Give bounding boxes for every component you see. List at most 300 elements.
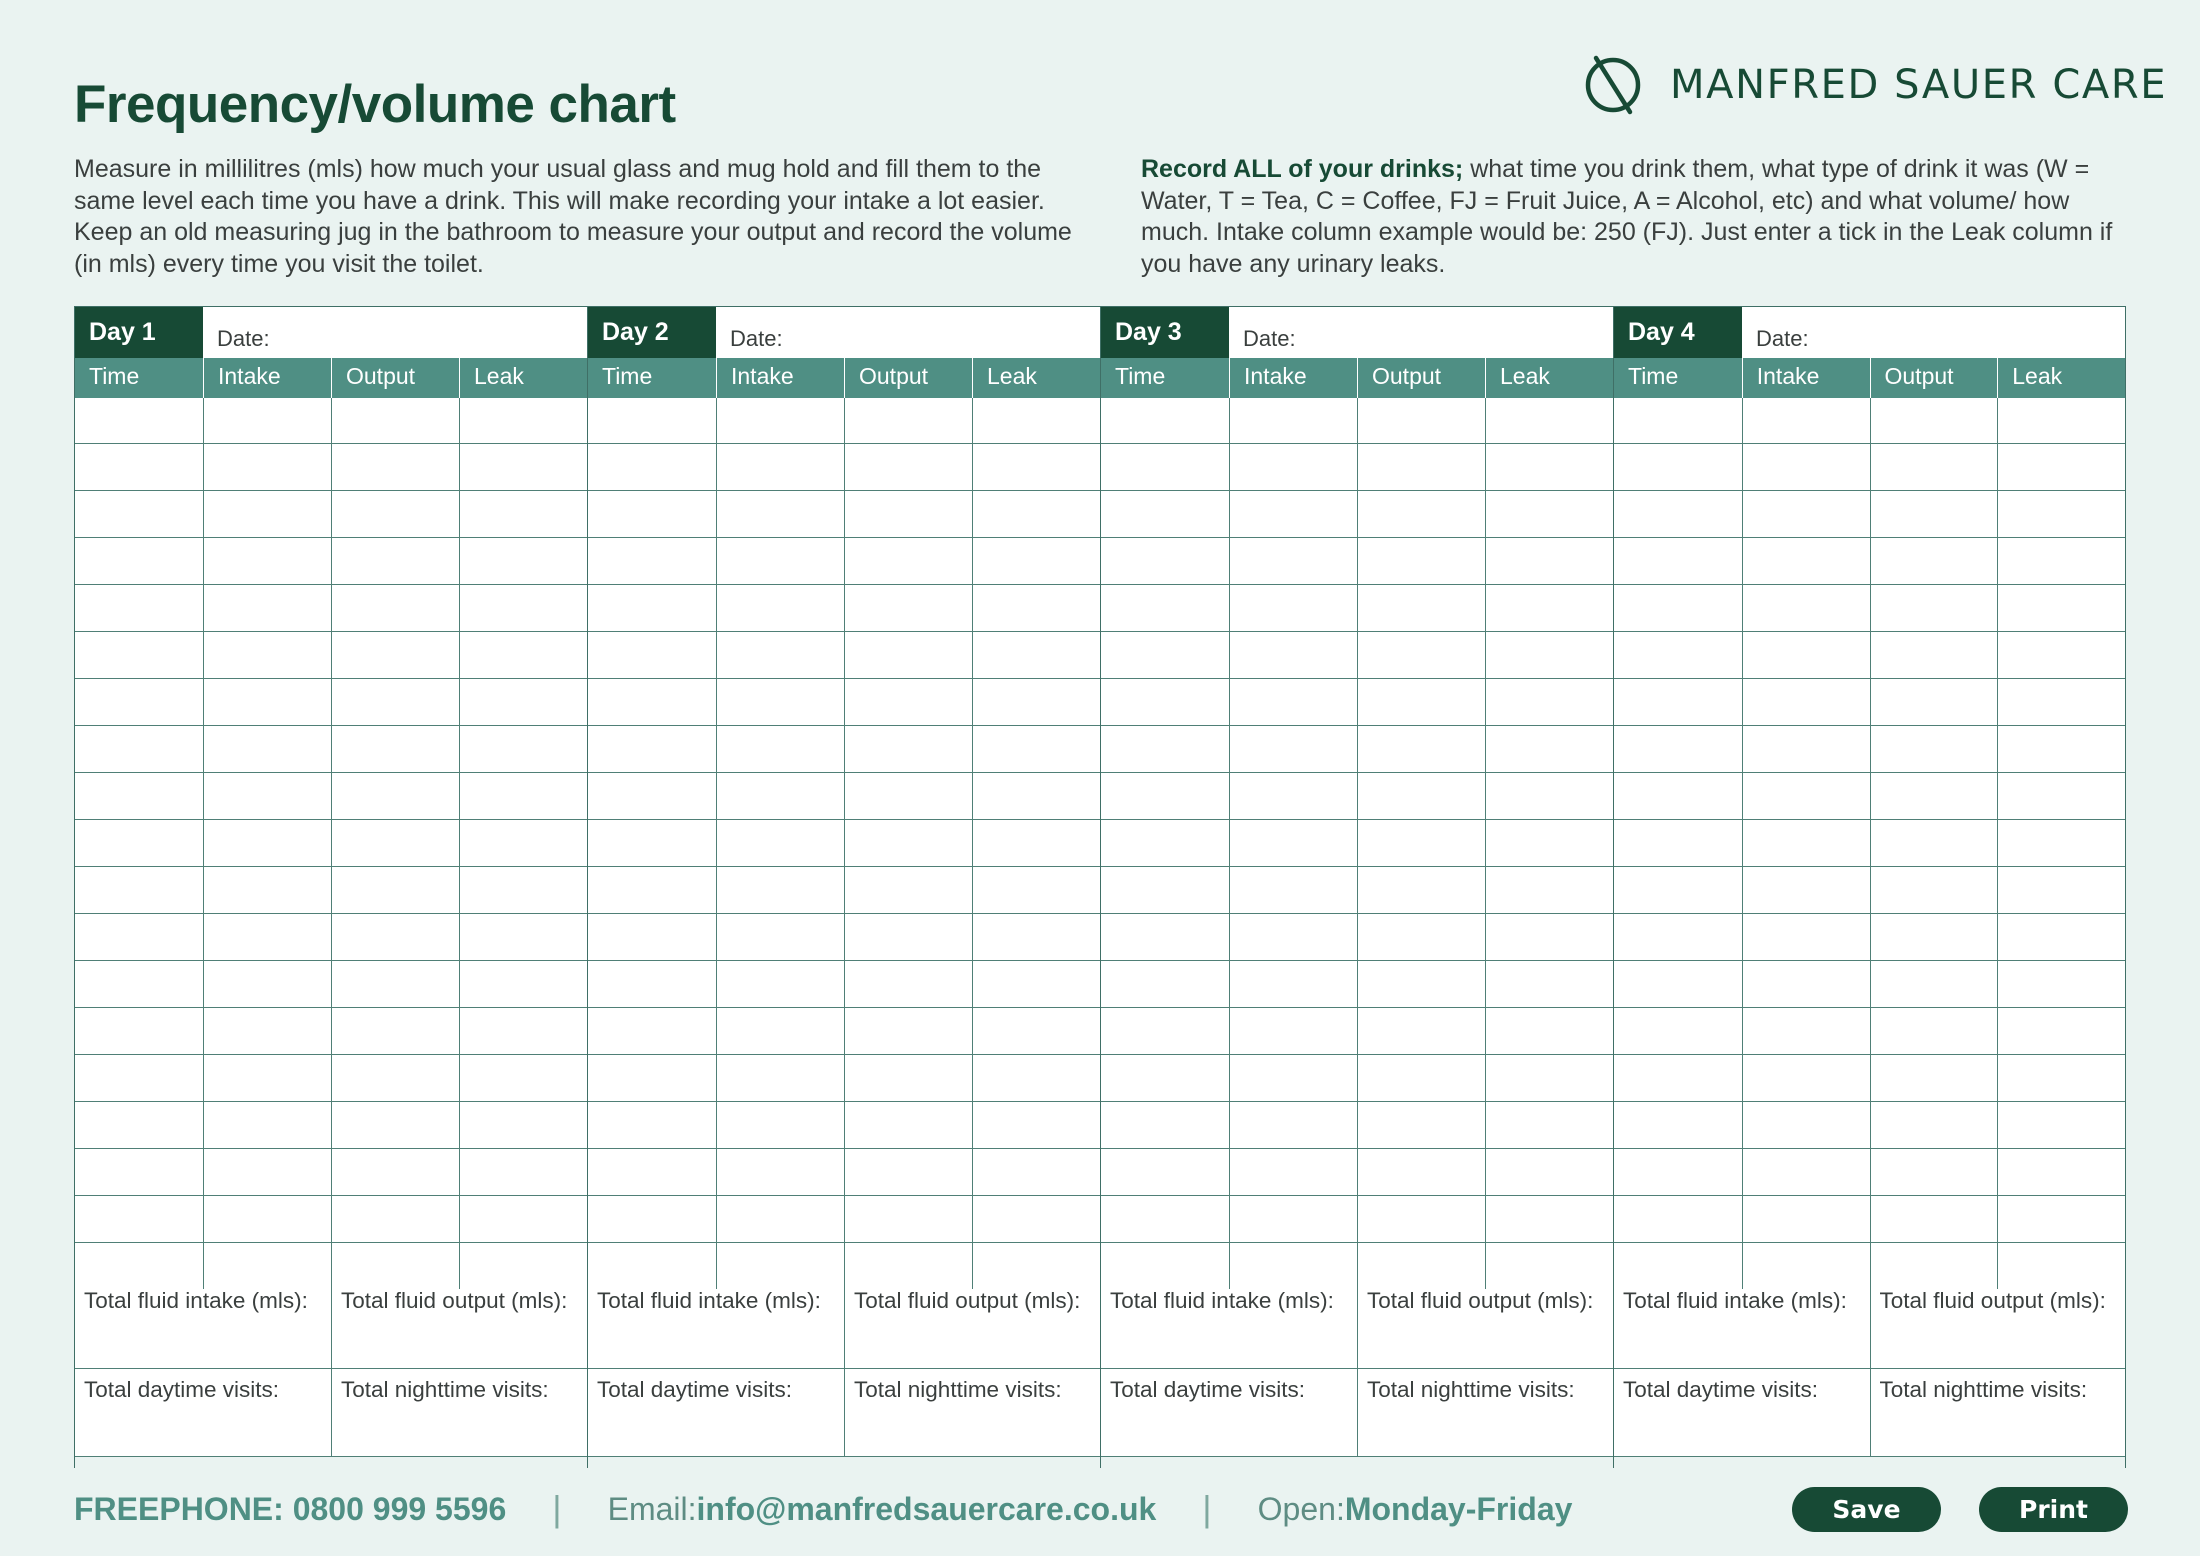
output-cell[interactable] (1357, 538, 1485, 584)
time-cell[interactable] (75, 1196, 203, 1242)
intake-cell[interactable] (1229, 726, 1357, 772)
output-cell[interactable] (331, 538, 459, 584)
output-cell[interactable] (331, 914, 459, 960)
date-field[interactable]: Date: (1243, 326, 1296, 351)
time-cell[interactable] (1614, 1008, 1742, 1054)
output-cell[interactable] (844, 679, 972, 725)
leak-cell[interactable] (1997, 444, 2125, 490)
time-cell[interactable] (1614, 961, 1742, 1007)
intake-cell[interactable] (1229, 867, 1357, 913)
output-cell[interactable] (331, 867, 459, 913)
intake-cell[interactable] (716, 867, 844, 913)
time-cell[interactable] (588, 491, 716, 537)
time-cell[interactable] (1614, 679, 1742, 725)
intake-cell[interactable] (716, 491, 844, 537)
intake-cell[interactable] (1742, 1149, 1870, 1195)
time-cell[interactable] (1614, 538, 1742, 584)
leak-cell[interactable] (1485, 961, 1613, 1007)
leak-cell[interactable] (459, 773, 587, 819)
daytime-visits-field[interactable]: Total daytime visits: (1623, 1377, 1819, 1402)
output-cell[interactable] (331, 961, 459, 1007)
output-cell[interactable] (331, 679, 459, 725)
intake-cell[interactable] (1742, 820, 1870, 866)
leak-cell[interactable] (459, 1149, 587, 1195)
intake-cell[interactable] (203, 1196, 331, 1242)
output-cell[interactable] (331, 1102, 459, 1148)
leak-cell[interactable] (972, 1102, 1100, 1148)
leak-cell[interactable] (459, 538, 587, 584)
intake-cell[interactable] (1229, 914, 1357, 960)
time-cell[interactable] (75, 1102, 203, 1148)
time-cell[interactable] (1614, 773, 1742, 819)
total-intake-field[interactable]: Total fluid intake (mls): (1623, 1288, 1847, 1313)
output-cell[interactable] (1870, 1149, 1998, 1195)
intake-cell[interactable] (716, 773, 844, 819)
time-cell[interactable] (1614, 726, 1742, 772)
intake-cell[interactable] (1229, 585, 1357, 631)
intake-cell[interactable] (1742, 867, 1870, 913)
time-cell[interactable] (588, 961, 716, 1007)
intake-cell[interactable] (1742, 585, 1870, 631)
leak-cell[interactable] (1485, 491, 1613, 537)
intake-cell[interactable] (1229, 679, 1357, 725)
output-cell[interactable] (844, 585, 972, 631)
intake-cell[interactable] (1229, 820, 1357, 866)
leak-cell[interactable] (1485, 914, 1613, 960)
leak-cell[interactable] (972, 491, 1100, 537)
time-cell[interactable] (588, 398, 716, 443)
time-cell[interactable] (75, 1055, 203, 1101)
time-cell[interactable] (1614, 1149, 1742, 1195)
total-intake-field[interactable]: Total fluid intake (mls): (597, 1288, 821, 1313)
time-cell[interactable] (588, 1008, 716, 1054)
leak-cell[interactable] (459, 398, 587, 443)
leak-cell[interactable] (1997, 679, 2125, 725)
output-cell[interactable] (1357, 1055, 1485, 1101)
leak-cell[interactable] (459, 444, 587, 490)
intake-cell[interactable] (716, 679, 844, 725)
leak-cell[interactable] (1997, 773, 2125, 819)
leak-cell[interactable] (1997, 867, 2125, 913)
output-cell[interactable] (331, 1055, 459, 1101)
intake-cell[interactable] (1742, 726, 1870, 772)
output-cell[interactable] (1870, 585, 1998, 631)
total-output-field[interactable]: Total fluid output (mls): (844, 1280, 1100, 1368)
time-cell[interactable] (1101, 1196, 1229, 1242)
output-cell[interactable] (331, 726, 459, 772)
intake-cell[interactable] (1742, 679, 1870, 725)
leak-cell[interactable] (1485, 1196, 1613, 1242)
leak-cell[interactable] (1485, 1055, 1613, 1101)
intake-cell[interactable] (716, 585, 844, 631)
time-cell[interactable] (1614, 1055, 1742, 1101)
output-cell[interactable] (1870, 444, 1998, 490)
intake-cell[interactable] (203, 632, 331, 678)
time-cell[interactable] (588, 444, 716, 490)
time-cell[interactable] (588, 585, 716, 631)
output-cell[interactable] (331, 585, 459, 631)
time-cell[interactable] (75, 679, 203, 725)
time-cell[interactable] (588, 914, 716, 960)
intake-cell[interactable] (1229, 632, 1357, 678)
leak-cell[interactable] (1485, 632, 1613, 678)
output-cell[interactable] (331, 1196, 459, 1242)
leak-cell[interactable] (1485, 444, 1613, 490)
intake-cell[interactable] (1229, 773, 1357, 819)
total-output-field[interactable]: Total fluid output (mls): (1870, 1280, 2126, 1368)
leak-cell[interactable] (972, 632, 1100, 678)
time-cell[interactable] (75, 398, 203, 443)
intake-cell[interactable] (1229, 1102, 1357, 1148)
time-cell[interactable] (1614, 1196, 1742, 1242)
output-cell[interactable] (1870, 961, 1998, 1007)
time-cell[interactable] (1101, 1102, 1229, 1148)
total-output-field[interactable]: Total fluid output (mls): (331, 1280, 587, 1368)
intake-cell[interactable] (1742, 1196, 1870, 1242)
time-cell[interactable] (1101, 538, 1229, 584)
intake-cell[interactable] (716, 1008, 844, 1054)
output-cell[interactable] (1870, 726, 1998, 772)
intake-cell[interactable] (203, 398, 331, 443)
leak-cell[interactable] (1997, 398, 2125, 443)
leak-cell[interactable] (972, 1196, 1100, 1242)
intake-cell[interactable] (1229, 444, 1357, 490)
leak-cell[interactable] (459, 585, 587, 631)
output-cell[interactable] (844, 444, 972, 490)
output-cell[interactable] (1357, 1196, 1485, 1242)
leak-cell[interactable] (972, 538, 1100, 584)
leak-cell[interactable] (972, 726, 1100, 772)
intake-cell[interactable] (716, 444, 844, 490)
daytime-visits-field[interactable]: Total daytime visits: (597, 1377, 793, 1402)
time-cell[interactable] (588, 632, 716, 678)
output-cell[interactable] (1870, 1055, 1998, 1101)
time-cell[interactable] (75, 773, 203, 819)
leak-cell[interactable] (1485, 1149, 1613, 1195)
time-cell[interactable] (588, 773, 716, 819)
output-cell[interactable] (1870, 491, 1998, 537)
output-cell[interactable] (1870, 1196, 1998, 1242)
time-cell[interactable] (75, 1149, 203, 1195)
nighttime-visits-field[interactable]: Total nighttime visits: (844, 1369, 1100, 1456)
leak-cell[interactable] (972, 1008, 1100, 1054)
output-cell[interactable] (1357, 585, 1485, 631)
intake-cell[interactable] (1742, 961, 1870, 1007)
time-cell[interactable] (75, 726, 203, 772)
output-cell[interactable] (844, 820, 972, 866)
intake-cell[interactable] (1742, 538, 1870, 584)
leak-cell[interactable] (972, 1149, 1100, 1195)
time-cell[interactable] (1101, 773, 1229, 819)
time-cell[interactable] (1101, 1055, 1229, 1101)
leak-cell[interactable] (1997, 1149, 2125, 1195)
time-cell[interactable] (1101, 632, 1229, 678)
intake-cell[interactable] (1742, 398, 1870, 443)
leak-cell[interactable] (459, 679, 587, 725)
output-cell[interactable] (1357, 726, 1485, 772)
intake-cell[interactable] (1742, 444, 1870, 490)
output-cell[interactable] (844, 961, 972, 1007)
time-cell[interactable] (1101, 1149, 1229, 1195)
leak-cell[interactable] (1485, 1008, 1613, 1054)
leak-cell[interactable] (459, 914, 587, 960)
time-cell[interactable] (1101, 820, 1229, 866)
time-cell[interactable] (75, 538, 203, 584)
intake-cell[interactable] (1742, 491, 1870, 537)
leak-cell[interactable] (1485, 1102, 1613, 1148)
output-cell[interactable] (844, 1196, 972, 1242)
output-cell[interactable] (1357, 820, 1485, 866)
time-cell[interactable] (1101, 914, 1229, 960)
intake-cell[interactable] (716, 398, 844, 443)
time-cell[interactable] (75, 820, 203, 866)
daytime-visits-field[interactable]: Total daytime visits: (1110, 1377, 1306, 1402)
output-cell[interactable] (1870, 398, 1998, 443)
time-cell[interactable] (75, 914, 203, 960)
leak-cell[interactable] (459, 1008, 587, 1054)
output-cell[interactable] (331, 491, 459, 537)
time-cell[interactable] (588, 679, 716, 725)
intake-cell[interactable] (1229, 398, 1357, 443)
time-cell[interactable] (1101, 491, 1229, 537)
leak-cell[interactable] (459, 1055, 587, 1101)
leak-cell[interactable] (459, 1196, 587, 1242)
leak-cell[interactable] (1997, 538, 2125, 584)
output-cell[interactable] (1870, 1102, 1998, 1148)
time-cell[interactable] (1614, 820, 1742, 866)
leak-cell[interactable] (459, 820, 587, 866)
leak-cell[interactable] (972, 1055, 1100, 1101)
time-cell[interactable] (1101, 585, 1229, 631)
leak-cell[interactable] (1997, 726, 2125, 772)
output-cell[interactable] (331, 444, 459, 490)
intake-cell[interactable] (1229, 1008, 1357, 1054)
intake-cell[interactable] (716, 820, 844, 866)
leak-cell[interactable] (972, 679, 1100, 725)
output-cell[interactable] (1870, 820, 1998, 866)
output-cell[interactable] (1357, 773, 1485, 819)
intake-cell[interactable] (1229, 1149, 1357, 1195)
intake-cell[interactable] (203, 679, 331, 725)
leak-cell[interactable] (1997, 1055, 2125, 1101)
leak-cell[interactable] (459, 867, 587, 913)
time-cell[interactable] (1614, 585, 1742, 631)
time-cell[interactable] (1614, 491, 1742, 537)
intake-cell[interactable] (203, 867, 331, 913)
time-cell[interactable] (1614, 398, 1742, 443)
output-cell[interactable] (1357, 679, 1485, 725)
leak-cell[interactable] (1997, 820, 2125, 866)
output-cell[interactable] (1357, 632, 1485, 678)
total-intake-field[interactable]: Total fluid intake (mls): (1110, 1288, 1334, 1313)
time-cell[interactable] (1614, 1102, 1742, 1148)
intake-cell[interactable] (716, 961, 844, 1007)
leak-cell[interactable] (1997, 632, 2125, 678)
save-button[interactable]: Save (1792, 1487, 1941, 1532)
output-cell[interactable] (1357, 398, 1485, 443)
leak-cell[interactable] (459, 491, 587, 537)
intake-cell[interactable] (203, 585, 331, 631)
leak-cell[interactable] (972, 773, 1100, 819)
intake-cell[interactable] (203, 1149, 331, 1195)
time-cell[interactable] (75, 867, 203, 913)
leak-cell[interactable] (1485, 726, 1613, 772)
time-cell[interactable] (75, 491, 203, 537)
leak-cell[interactable] (1485, 398, 1613, 443)
time-cell[interactable] (75, 632, 203, 678)
intake-cell[interactable] (203, 914, 331, 960)
leak-cell[interactable] (972, 914, 1100, 960)
intake-cell[interactable] (1742, 1055, 1870, 1101)
time-cell[interactable] (1101, 867, 1229, 913)
intake-cell[interactable] (716, 538, 844, 584)
output-cell[interactable] (1357, 1008, 1485, 1054)
leak-cell[interactable] (1997, 1196, 2125, 1242)
output-cell[interactable] (1357, 491, 1485, 537)
output-cell[interactable] (1870, 679, 1998, 725)
intake-cell[interactable] (203, 1102, 331, 1148)
output-cell[interactable] (1870, 773, 1998, 819)
date-field[interactable]: Date: (217, 326, 270, 351)
time-cell[interactable] (588, 820, 716, 866)
intake-cell[interactable] (1742, 632, 1870, 678)
time-cell[interactable] (588, 1149, 716, 1195)
time-cell[interactable] (1614, 444, 1742, 490)
time-cell[interactable] (588, 867, 716, 913)
output-cell[interactable] (844, 914, 972, 960)
time-cell[interactable] (75, 1008, 203, 1054)
output-cell[interactable] (844, 1102, 972, 1148)
date-field[interactable]: Date: (1756, 326, 1809, 351)
intake-cell[interactable] (203, 1008, 331, 1054)
output-cell[interactable] (1870, 632, 1998, 678)
time-cell[interactable] (1101, 679, 1229, 725)
output-cell[interactable] (844, 867, 972, 913)
intake-cell[interactable] (1229, 1196, 1357, 1242)
output-cell[interactable] (331, 820, 459, 866)
intake-cell[interactable] (716, 914, 844, 960)
leak-cell[interactable] (972, 867, 1100, 913)
output-cell[interactable] (1357, 1102, 1485, 1148)
nighttime-visits-field[interactable]: Total nighttime visits: (1870, 1369, 2126, 1456)
leak-cell[interactable] (1485, 867, 1613, 913)
intake-cell[interactable] (716, 1196, 844, 1242)
intake-cell[interactable] (203, 773, 331, 819)
leak-cell[interactable] (1997, 585, 2125, 631)
time-cell[interactable] (1101, 961, 1229, 1007)
leak-cell[interactable] (459, 726, 587, 772)
leak-cell[interactable] (1485, 538, 1613, 584)
leak-cell[interactable] (972, 398, 1100, 443)
leak-cell[interactable] (1997, 961, 2125, 1007)
intake-cell[interactable] (203, 491, 331, 537)
leak-cell[interactable] (1485, 585, 1613, 631)
output-cell[interactable] (1357, 1149, 1485, 1195)
output-cell[interactable] (1870, 1008, 1998, 1054)
intake-cell[interactable] (716, 1102, 844, 1148)
total-output-field[interactable]: Total fluid output (mls): (1357, 1280, 1613, 1368)
total-intake-field[interactable]: Total fluid intake (mls): (84, 1288, 308, 1313)
leak-cell[interactable] (1485, 820, 1613, 866)
intake-cell[interactable] (1229, 491, 1357, 537)
time-cell[interactable] (75, 444, 203, 490)
leak-cell[interactable] (1997, 1008, 2125, 1054)
intake-cell[interactable] (203, 1055, 331, 1101)
intake-cell[interactable] (716, 632, 844, 678)
leak-cell[interactable] (1997, 491, 2125, 537)
time-cell[interactable] (75, 585, 203, 631)
leak-cell[interactable] (972, 585, 1100, 631)
output-cell[interactable] (844, 773, 972, 819)
intake-cell[interactable] (1229, 538, 1357, 584)
output-cell[interactable] (1870, 914, 1998, 960)
intake-cell[interactable] (203, 726, 331, 772)
output-cell[interactable] (331, 398, 459, 443)
leak-cell[interactable] (459, 961, 587, 1007)
output-cell[interactable] (331, 1149, 459, 1195)
time-cell[interactable] (1614, 914, 1742, 960)
time-cell[interactable] (1101, 726, 1229, 772)
intake-cell[interactable] (1742, 914, 1870, 960)
output-cell[interactable] (1357, 961, 1485, 1007)
time-cell[interactable] (1614, 632, 1742, 678)
output-cell[interactable] (331, 632, 459, 678)
output-cell[interactable] (1357, 444, 1485, 490)
leak-cell[interactable] (1997, 1102, 2125, 1148)
time-cell[interactable] (1101, 444, 1229, 490)
leak-cell[interactable] (459, 1102, 587, 1148)
date-field[interactable]: Date: (730, 326, 783, 351)
intake-cell[interactable] (1229, 961, 1357, 1007)
leak-cell[interactable] (1485, 773, 1613, 819)
nighttime-visits-field[interactable]: Total nighttime visits: (331, 1369, 587, 1456)
output-cell[interactable] (1870, 867, 1998, 913)
intake-cell[interactable] (203, 444, 331, 490)
intake-cell[interactable] (716, 1149, 844, 1195)
intake-cell[interactable] (716, 1055, 844, 1101)
leak-cell[interactable] (459, 632, 587, 678)
output-cell[interactable] (844, 632, 972, 678)
output-cell[interactable] (844, 1055, 972, 1101)
leak-cell[interactable] (1485, 679, 1613, 725)
output-cell[interactable] (844, 726, 972, 772)
output-cell[interactable] (844, 491, 972, 537)
time-cell[interactable] (588, 538, 716, 584)
output-cell[interactable] (331, 1008, 459, 1054)
intake-cell[interactable] (1742, 773, 1870, 819)
output-cell[interactable] (844, 1008, 972, 1054)
intake-cell[interactable] (1742, 1008, 1870, 1054)
intake-cell[interactable] (716, 726, 844, 772)
time-cell[interactable] (75, 961, 203, 1007)
leak-cell[interactable] (972, 961, 1100, 1007)
email-link[interactable]: info@manfredsauercare.co.uk (696, 1490, 1157, 1527)
output-cell[interactable] (331, 773, 459, 819)
time-cell[interactable] (1101, 398, 1229, 443)
time-cell[interactable] (588, 1196, 716, 1242)
leak-cell[interactable] (1997, 914, 2125, 960)
nighttime-visits-field[interactable]: Total nighttime visits: (1357, 1369, 1613, 1456)
intake-cell[interactable] (1742, 1102, 1870, 1148)
leak-cell[interactable] (972, 444, 1100, 490)
time-cell[interactable] (1614, 867, 1742, 913)
output-cell[interactable] (844, 398, 972, 443)
time-cell[interactable] (588, 1102, 716, 1148)
time-cell[interactable] (588, 726, 716, 772)
output-cell[interactable] (844, 538, 972, 584)
output-cell[interactable] (1870, 538, 1998, 584)
intake-cell[interactable] (203, 820, 331, 866)
